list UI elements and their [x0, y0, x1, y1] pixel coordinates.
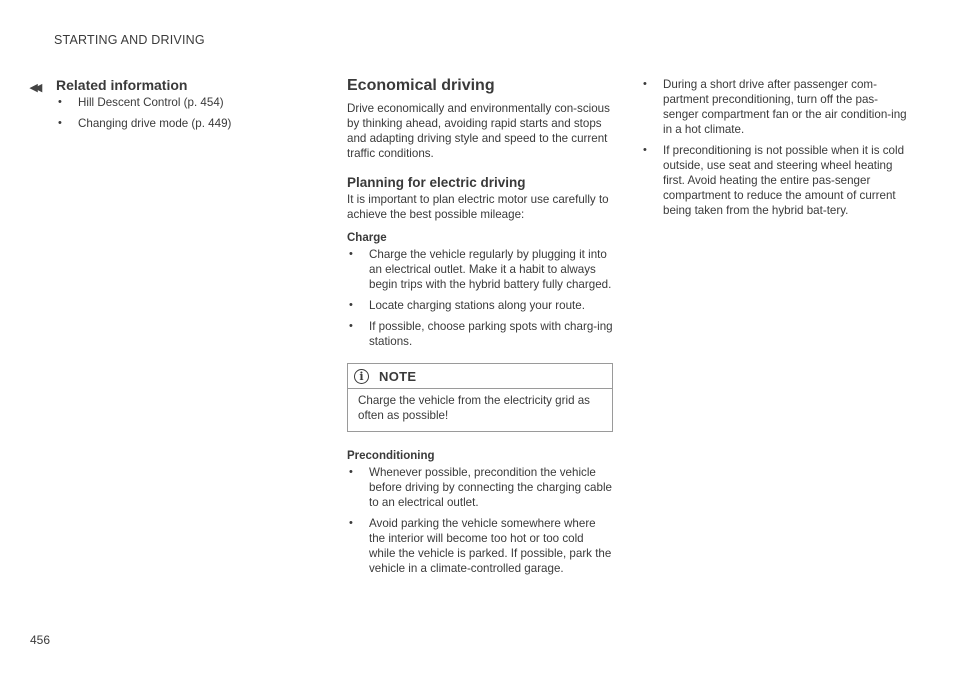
planning-paragraph: It is important to plan electric motor use carefully to achieve the best possible mileage:	[347, 193, 609, 221]
note-text: Charge the vehicle from the electricity grid as often as possible!	[358, 394, 590, 422]
list-item	[347, 319, 613, 349]
bullet-icon: •	[349, 248, 353, 260]
list-item-text: If preconditioning is not possible when it is cold outside, use seat and steering wheel heating first. Avoid heating the entire pas-senger compartment to reduce the amount of current being taken from the hybrid bat-tery.	[663, 144, 905, 217]
preconditioning-heading: Preconditioning	[347, 450, 435, 462]
note-title: NOTE	[379, 368, 417, 384]
bullet-icon: •	[349, 299, 353, 311]
bullet-icon: •	[349, 466, 353, 478]
list-item-text: If possible, choose parking spots with charg-ing stations.	[369, 320, 613, 348]
related-link-item[interactable]	[56, 116, 266, 131]
page-header: STARTING AND DRIVING	[54, 33, 205, 47]
continuation-icon: ◂◂	[30, 79, 40, 96]
bullet-icon: •	[643, 144, 647, 156]
left-column	[56, 77, 266, 137]
related-link-text[interactable]: Changing drive mode (p. 449)	[78, 117, 232, 130]
note-body	[348, 389, 612, 431]
related-links-list	[56, 95, 266, 131]
page-number: 456	[30, 633, 51, 647]
list-item-text: Whenever possible, precondition the vehicle before driving by connecting the charging cable to an electrical outlet.	[369, 466, 612, 509]
bullet-icon: •	[349, 320, 353, 332]
related-information-heading: Related information	[56, 77, 188, 93]
list-item	[347, 516, 613, 576]
related-link-text[interactable]: Hill Descent Control (p. 454)	[78, 96, 224, 109]
planning-heading: Planning for electric driving	[347, 175, 526, 190]
right-column	[641, 77, 909, 224]
list-item	[641, 143, 909, 218]
note-header	[348, 364, 612, 389]
list-item-text: Locate charging stations along your route.	[369, 299, 585, 312]
bullet-icon: •	[349, 517, 353, 529]
bullet-icon: •	[58, 117, 62, 129]
list-item	[347, 298, 613, 313]
bullet-icon: •	[643, 78, 647, 90]
charge-list	[347, 247, 613, 349]
list-item-text: During a short drive after passenger com-partment preconditioning, turn off the pas-senger compartment fan or the air condition-ing in a hot climate.	[663, 78, 907, 136]
right-list	[641, 77, 909, 218]
intro-paragraph: Drive economically and environmentally con-scious by thinking ahead, avoiding rapid starts and stops and adapting driving style and speed to the current traffic conditions.	[347, 102, 610, 160]
charge-heading: Charge	[347, 232, 387, 244]
related-link-item[interactable]	[56, 95, 266, 110]
list-item	[347, 247, 613, 292]
list-item	[641, 77, 909, 137]
preconditioning-list	[347, 465, 613, 576]
bullet-icon: •	[58, 96, 62, 108]
middle-column	[347, 77, 613, 582]
info-icon: i	[354, 369, 369, 384]
section-title: Economical driving	[347, 77, 495, 94]
list-item-text: Avoid parking the vehicle somewhere where the interior will become too hot or too cold while the vehicle is parked. If possible, park the vehicle in a climate-controlled garage.	[369, 517, 612, 575]
list-item-text: Charge the vehicle regularly by plugging it into an electrical outlet. Make it a habit to always begin trips with the hybrid battery fully charged.	[369, 248, 612, 291]
note-box	[347, 363, 613, 432]
list-item	[347, 465, 613, 510]
